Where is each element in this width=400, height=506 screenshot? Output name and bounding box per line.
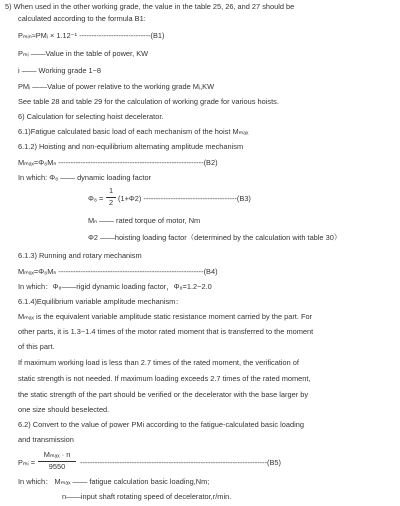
fraction-denominator: 9550 bbox=[48, 462, 66, 471]
section-heading: 6.1.3) Running and rotary mechanism bbox=[18, 251, 142, 260]
formula-b5-rhs: ----------------------------------------------------------------------------(B5) bbox=[80, 458, 282, 467]
text-line: one size should beselected. bbox=[18, 405, 110, 414]
text-line: and transmission bbox=[18, 435, 74, 444]
section-heading: 6.1)Fatigue calculated basic load of each mechanism of the hoist Mₘₐₓ bbox=[18, 127, 249, 136]
formula-b1: Pₘᵢₙ≈PMᵢ × 1.12⁻¹ -----------------------------(B1) bbox=[18, 31, 165, 40]
text-line: of this part. bbox=[18, 342, 55, 351]
formula-b4: Mₘₐₓ=Φ₈Mₙ -----------------------------------------------------------(B4) bbox=[18, 267, 218, 276]
text-line: In which：Φ₈——rigid dynamic loading factor，Φ₈=1.2~2.0 bbox=[18, 282, 212, 291]
fraction-numerator: Mₘₐₓ · n bbox=[43, 450, 71, 459]
text-line: i —— Working grade 1~8 bbox=[18, 66, 102, 75]
text-line: other parts, it is 1.3~1.4 times of the motor rated moment that is transferred to the moment bbox=[18, 327, 314, 336]
section-heading: 6.1.4)Equilibrium variable amplitude mechanism： bbox=[18, 297, 183, 306]
text-line: If maximum working load is less than 2.7 times of the rated moment, the verification of bbox=[18, 358, 299, 367]
fraction-denominator: 2 bbox=[108, 198, 114, 207]
text-line: n——input shaft rotating speed of decelerator,r/min. bbox=[62, 492, 232, 501]
formula-b5-lhs: Pₘᵢ = bbox=[18, 458, 36, 467]
formula-b3-lhs: Φ₈ = bbox=[88, 194, 104, 203]
fraction-numerator: 1 bbox=[108, 186, 114, 195]
text-line: Mₙ —— rated torque of motor, Nm bbox=[88, 216, 201, 225]
text-line: Φ2 ——hoisting loading factor（determined by the calculation with table 30） bbox=[88, 233, 342, 242]
text-line: calculated according to the formula B1: bbox=[18, 14, 146, 23]
text-line: In which： Mₘₐₓ —— fatigue calculation basic loading,Nm; bbox=[18, 477, 210, 486]
section-heading: 6.2) Convert to the value of power PMi according to the fatigue-calculated basic loading bbox=[18, 420, 304, 429]
text-line: static strength is not needed. If maximum loading exceeds 2.7 times of the rated moment, bbox=[18, 374, 311, 383]
text-line: In which: Φ₈ —— dynamic loading factor bbox=[18, 173, 152, 182]
text-line: Mₘₐₓ is the equivalent variable amplitude static resistance moment carried by the part. For bbox=[18, 312, 313, 321]
text-line: See table 28 and table 29 for the calculation of working grade for various hoists. bbox=[18, 97, 279, 106]
formula-b3-rhs: (1+Φ2) --------------------------------------(B3) bbox=[118, 194, 251, 203]
text-line: Pₘᵢ ——Value in the table of power, KW bbox=[18, 49, 149, 58]
formula-b2: Mₘₐₓ=Φ₈Mₙ -----------------------------------------------------------(B2) bbox=[18, 158, 218, 167]
section-heading: 6.1.2) Hoisting and non-equilibrium alternating amplitude mechanism bbox=[18, 142, 244, 151]
section-heading: 6) Calculation for selecting hoist decelerator. bbox=[18, 112, 164, 121]
text-line: PMᵢ ——Value of power relative to the working grade Mᵢ,KW bbox=[18, 82, 215, 91]
text-line: the static strength of the part should be verified or the decelerator with the base larger by bbox=[18, 390, 309, 399]
text-line: 5) When used in the other working grade, the value in the table 25, 26, and 27 should be bbox=[5, 2, 295, 11]
